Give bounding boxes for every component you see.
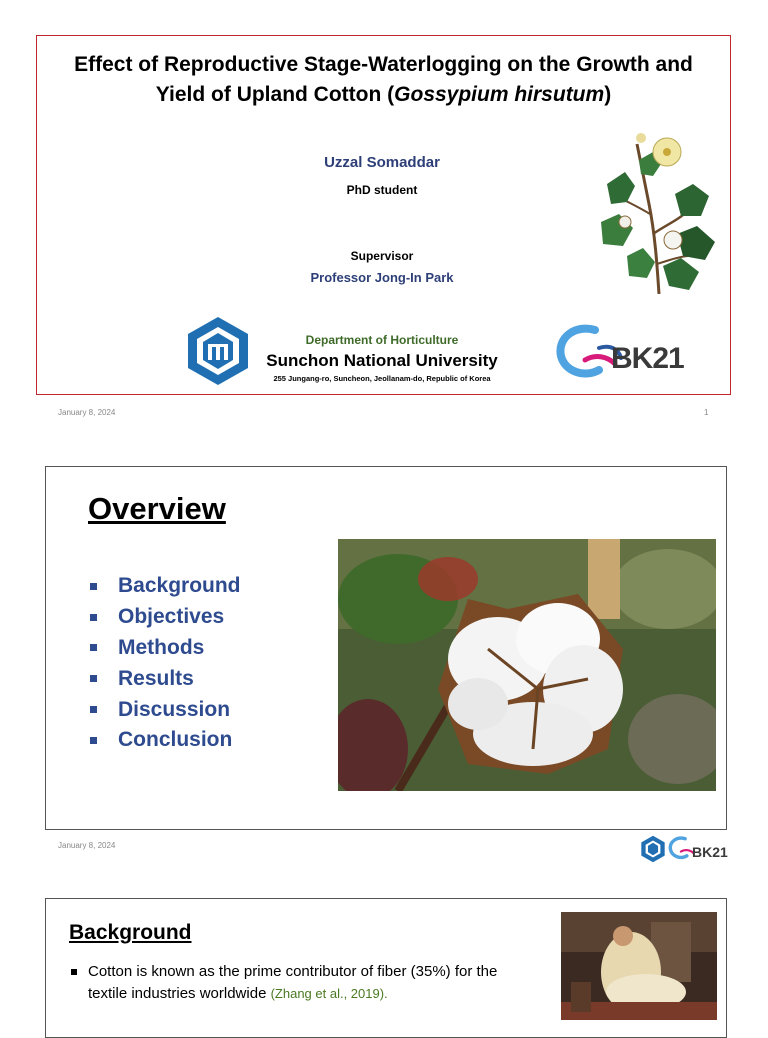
bullet-icon [90,583,97,590]
bullet-icon [71,969,77,975]
overview-item: Objectives [88,602,241,633]
bullet-icon [90,644,97,651]
supervisor-label: Supervisor [350,249,414,263]
title-line-2 [37,80,730,110]
overview-title: Overview [88,491,226,526]
overview-item: Results [88,663,241,694]
overview-list [88,571,241,756]
title-line-2-prefix: Yield of Upland Cotton ( [155,83,395,106]
title-slide [36,35,731,395]
bullet-icon [90,675,97,682]
presentation-title [37,50,730,110]
background-title: Background [69,921,192,944]
scientific-name: Gossypium hirsutum [394,83,605,106]
author-role: PhD student [346,183,418,197]
overview-item: Discussion [88,694,241,725]
background-bullet [71,961,521,1005]
citation: (Zhang et al., 2019). [270,986,388,1001]
overview-item: Conclusion [88,725,241,756]
university-name: Sunchon National University [266,351,498,370]
overview-item: Methods [88,633,241,664]
small-bk21-logo-text: BK21 [692,844,728,860]
overview-slide [45,466,727,830]
title-line-1: Effect of Reproductive Stage-Waterlogging on the Growth and [74,53,693,76]
small-university-emblem-icon [640,835,666,863]
department-name: Department of Horticulture [305,333,459,347]
painting-image [561,912,717,1020]
cotton-boll-photo [338,539,716,791]
bullet-icon [90,614,97,621]
university-address: 255 Jungang-ro, Suncheon, Jeollanam-do, Republic of Korea [273,374,491,383]
slide2-footer-date: January 8, 2024 [58,841,116,850]
bullet-icon [90,737,97,744]
overview-item: Background [88,571,241,602]
slide1-footer-date: January 8, 2024 [58,408,116,417]
cotton-plant-illustration [597,124,722,294]
background-bullet-text: Cotton is known as the prime contributor of fiber (35%) for the textile industries worldwide [88,963,498,1002]
slide1-page-number: 1 [704,408,709,417]
small-bk21-logo [668,834,730,864]
title-line-2-suffix: ) [604,83,612,106]
background-slide [45,898,727,1038]
bk21-logo [555,324,695,384]
supervisor-name: Professor Jong-In Park [310,270,454,285]
bk21-logo-text: BK21 [611,342,684,375]
bullet-icon [90,706,97,713]
author-name: Uzzal Somaddar [324,154,440,171]
